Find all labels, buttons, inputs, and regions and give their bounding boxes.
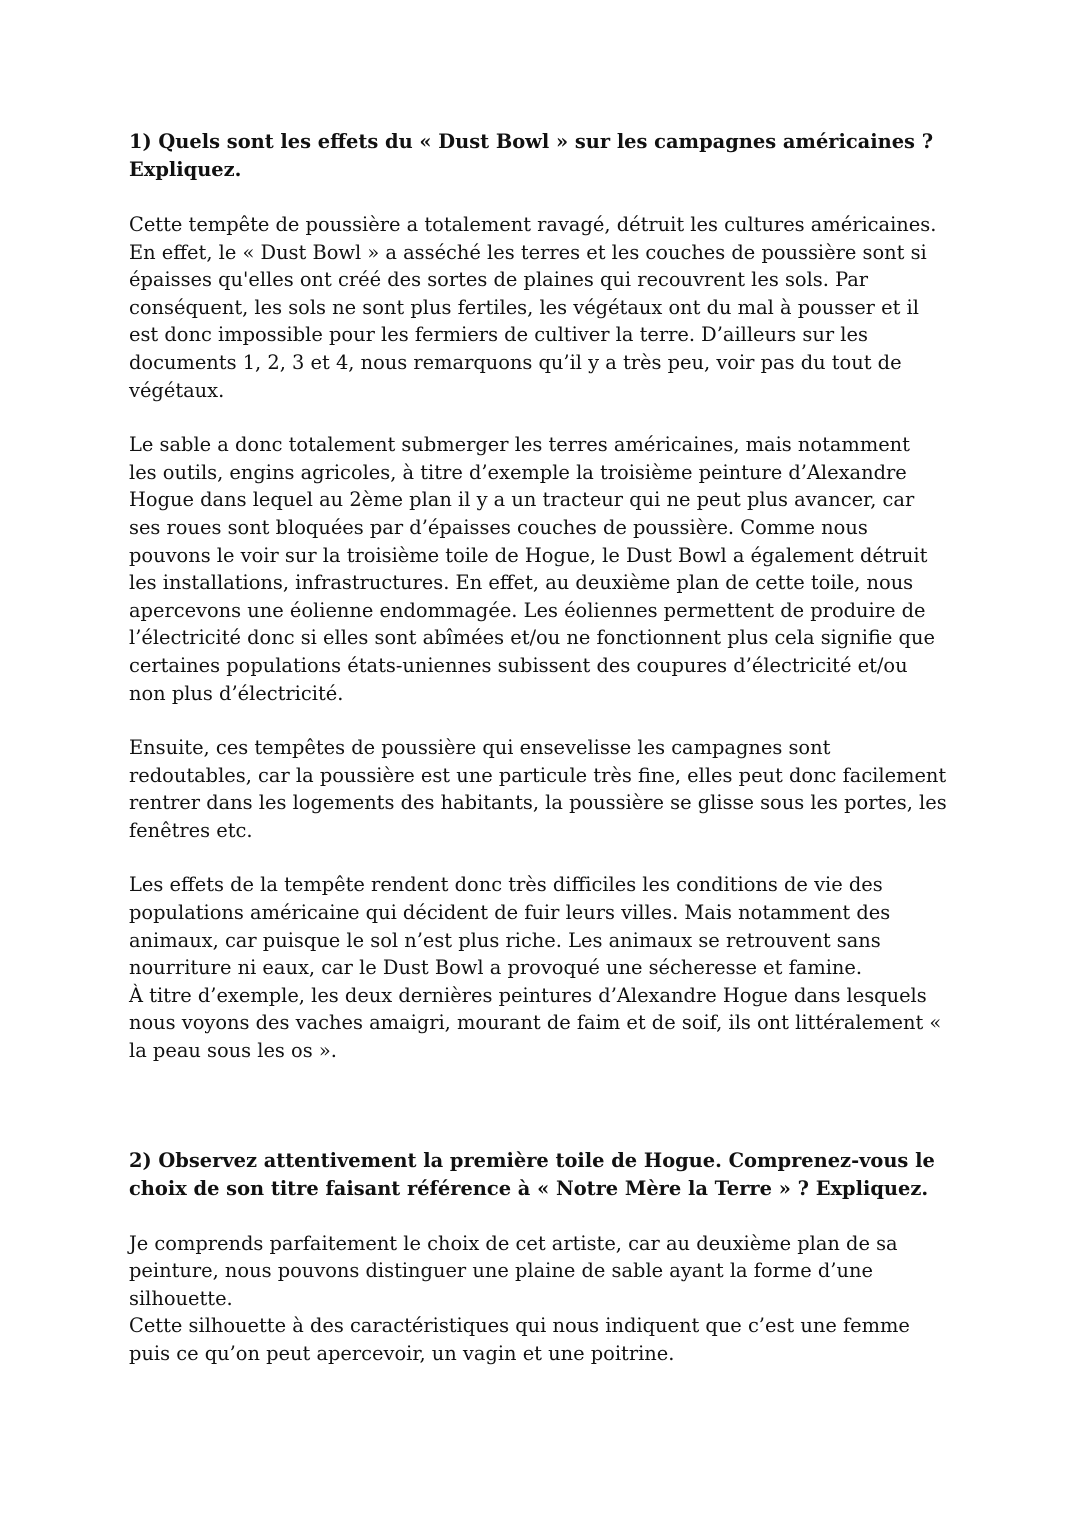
document-page (129, 128, 959, 1368)
paragraph-line: redoutables, car la poussière est une particule très fine, elles peut donc facilement (129, 763, 947, 787)
paragraph-line: Hogue dans lequel au 2ème plan il y a un tracteur qui ne peut plus avancer, car (129, 488, 915, 512)
paragraph-line: nourriture ni eaux, car le Dust Bowl a provoqué une sécheresse et famine. (129, 956, 863, 980)
paragraph-line: documents 1, 2, 3 et 4, nous remarquons qu’il y a très peu, voir pas du tout de (129, 350, 902, 374)
paragraph-line: Le sable a donc totalement submerger les terres américaines, mais notamment (129, 433, 910, 457)
question-line: Expliquez. (129, 158, 242, 181)
paragraph-line: puis ce qu’on peut apercevoir, un vagin et une poitrine. (129, 1342, 675, 1365)
question-line: 1) Quels sont les effets du « Dust Bowl » sur les campagnes américaines ? (129, 130, 934, 153)
answer-1-paragraph-3 (129, 734, 959, 844)
question-line: choix de son titre faisant référence à « Notre Mère la Terre » ? Expliquez. (129, 1176, 929, 1200)
answer-1-paragraph-4 (129, 871, 959, 1064)
paragraph-line: la peau sous les os ». (129, 1039, 337, 1063)
paragraph-line: est donc impossible pour les fermiers de cultiver la terre. D’ailleurs sur les (129, 323, 868, 347)
paragraph-line: épaisses qu'elles ont créé des sortes de plaines qui recouvrent les sols. Par (129, 268, 869, 292)
paragraph-line: apercevons une éolienne endommagée. Les éoliennes permettent de produire de (129, 598, 926, 622)
paragraph-line: peinture, nous pouvons distinguer une plaine de sable ayant la forme d’une (129, 1259, 873, 1283)
answer-1-paragraph-1 (129, 211, 959, 404)
question-line: 2) Observez attentivement la première toile de Hogue. Comprenez-vous le (129, 1148, 935, 1172)
paragraph-line: animaux, car puisque le sol n’est plus riche. Les animaux se retrouvent sans (129, 928, 881, 952)
paragraph-line: À titre d’exemple, les deux dernières peintures d’Alexandre Hogue dans lesquels (129, 983, 927, 1007)
paragraph-line: ses roues sont bloquées par d’épaisses couches de poussière. Comme nous (129, 515, 868, 539)
paragraph-line: pouvons le voir sur la troisième toile de Hogue, le Dust Bowl a également détruit (129, 543, 928, 567)
paragraph-line: Je comprends parfaitement le choix de cet artiste, car au deuxième plan de sa (129, 1231, 898, 1255)
paragraph-line: certaines populations états-uniennes subissent des coupures d’électricité et/ou (129, 653, 908, 677)
paragraph-line: Ensuite, ces tempêtes de poussière qui ensevelisse les campagnes sont (129, 736, 831, 760)
answer-2-paragraph-1 (129, 1230, 959, 1368)
paragraph-line: les outils, engins agricoles, à titre d’exemple la troisième peinture d’Alexandre (129, 460, 907, 484)
paragraph-line: nous voyons des vaches amaigri, mourant de faim et de soif, ils ont littéralement « (129, 1011, 942, 1035)
paragraph-line: silhouette. (129, 1286, 233, 1310)
paragraph-line: En effet, le « Dust Bowl » a asséché les terres et les couches de poussière sont si (129, 240, 927, 264)
question-2-heading (129, 1147, 959, 1203)
paragraph-line: rentrer dans les logements des habitants, la poussière se glisse sous les portes, les (129, 791, 947, 815)
question-1-heading (129, 128, 959, 184)
paragraph-line: l’électricité donc si elles sont abîmées et/ou ne fonctionnent plus cela signifie que (129, 626, 935, 650)
paragraph-line: Cette tempête de poussière a totalement ravagé, détruit les cultures américaines. (129, 213, 937, 236)
answer-1-paragraph-2 (129, 431, 959, 707)
paragraph-line: fenêtres etc. (129, 818, 253, 842)
paragraph-line: populations américaine qui décident de fuir leurs villes. Mais notamment des (129, 901, 891, 925)
paragraph-line: conséquent, les sols ne sont plus fertiles, les végétaux ont du mal à pousser et il (129, 295, 919, 319)
paragraph-line: Cette silhouette à des caractéristiques qui nous indiquent que c’est une femme (129, 1314, 910, 1338)
paragraph-line: les installations, infrastructures. En effet, au deuxième plan de cette toile, nous (129, 571, 914, 595)
paragraph-line: non plus d’électricité. (129, 681, 344, 705)
paragraph-line: végétaux. (129, 378, 225, 402)
paragraph-line: Les effets de la tempête rendent donc très difficiles les conditions de vie des (129, 873, 883, 897)
